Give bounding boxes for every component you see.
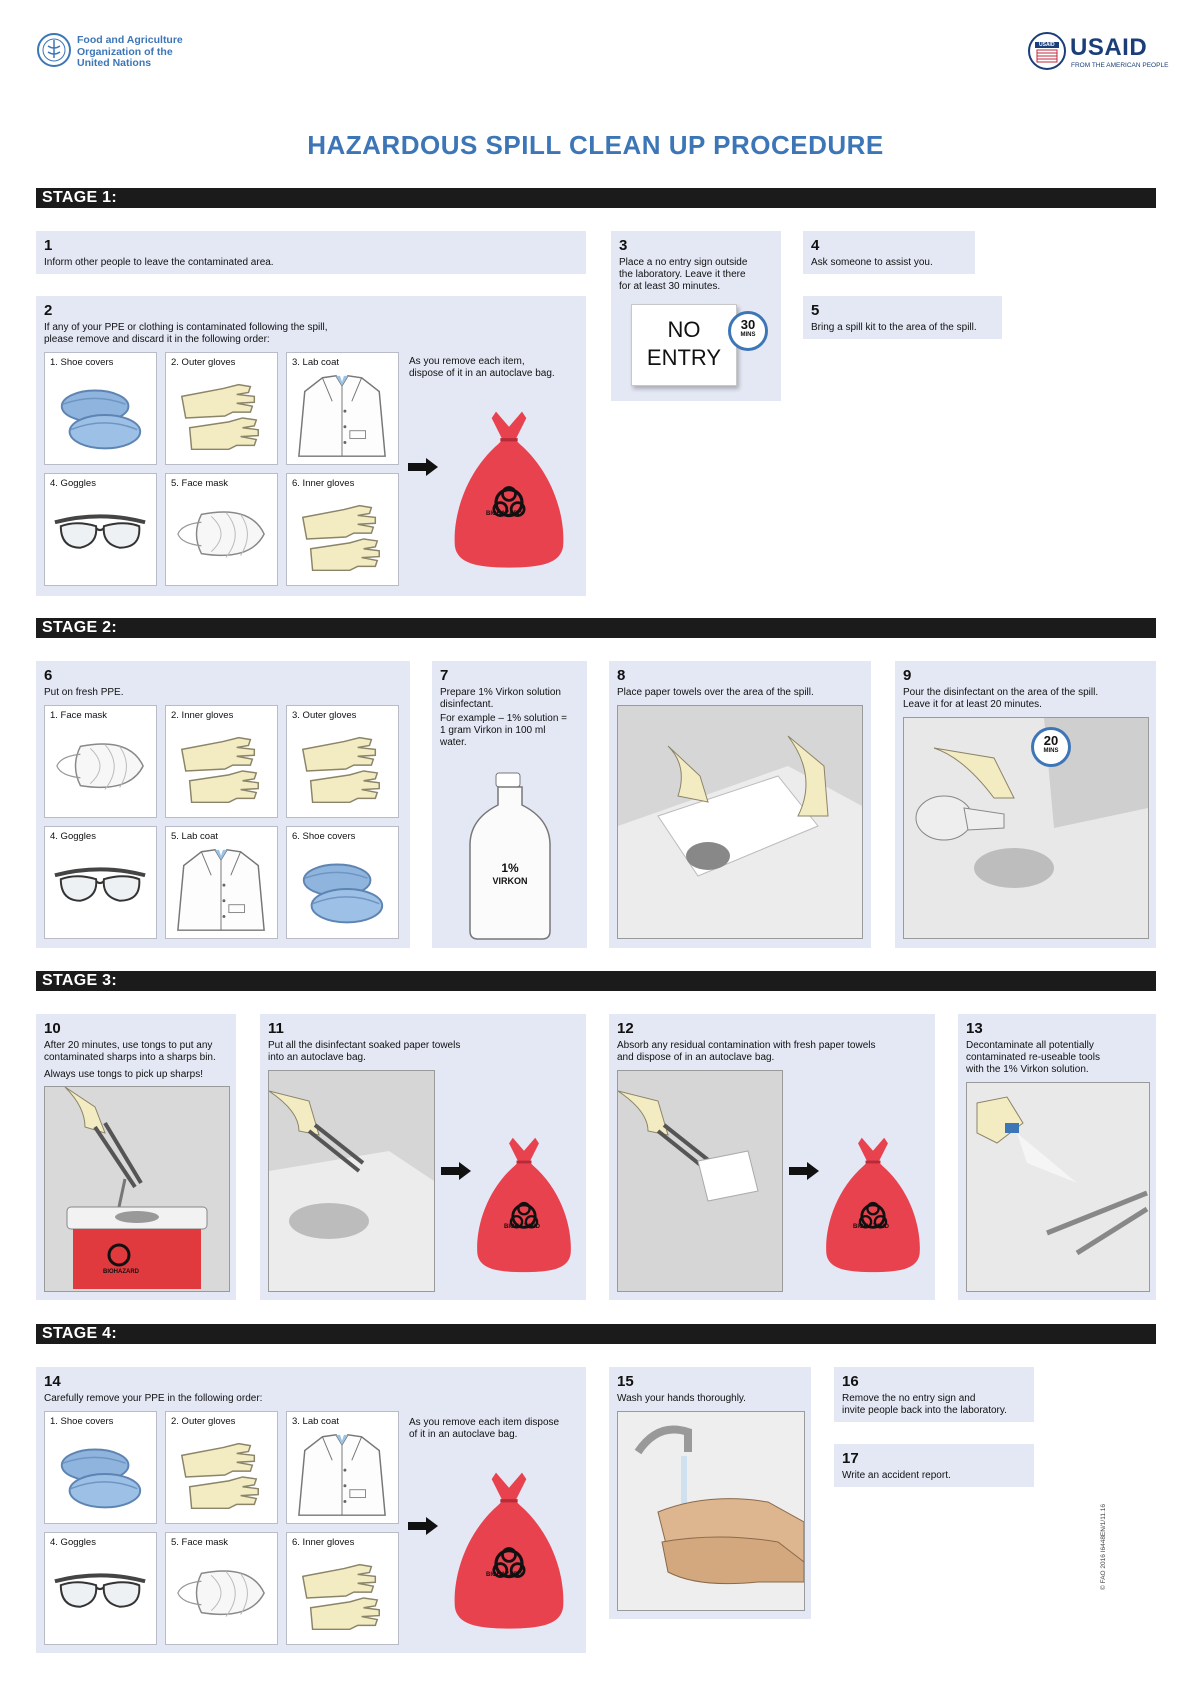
hand-washing-image xyxy=(618,1412,804,1610)
biohazard-bag-icon xyxy=(444,1467,574,1632)
step-number: 7 xyxy=(440,667,449,684)
step-text: If any of your PPE or clothing is contaminated following the spill, please remove and discard it in the following order: xyxy=(44,322,328,345)
ppe-card-label: 5. Lab coat xyxy=(171,831,219,842)
ppe-card-label: 1. Shoe covers xyxy=(50,357,114,368)
usaid-seal xyxy=(1028,32,1066,70)
ppe-card xyxy=(286,1411,399,1524)
ppe-card xyxy=(44,705,157,818)
ppe-card xyxy=(165,473,278,586)
decontaminate-tools-illustration xyxy=(966,1082,1150,1292)
absorb-residue-image xyxy=(618,1071,782,1291)
step-text: Place a no entry sign outside the laboratory. Leave it there for at least 30 minutes. xyxy=(619,257,748,292)
stage-bar-2 xyxy=(36,618,1156,638)
step-3-panel xyxy=(611,231,781,401)
step-9-panel xyxy=(895,661,1156,948)
step-number: 12 xyxy=(617,1020,634,1037)
ppe-card xyxy=(44,1411,157,1524)
paper-towels-illustration xyxy=(617,705,863,939)
step-text: Put on fresh PPE. xyxy=(44,687,124,698)
ppe-card xyxy=(165,1532,278,1645)
step-note: As you remove each item dispose of it in an autoclave bag. xyxy=(409,1417,560,1440)
no-entry-line-2: ENTRY xyxy=(646,345,722,370)
fao-name-line: Food and Agriculture xyxy=(77,34,183,46)
step-text: Remove the no entry sign and invite people back into the laboratory. xyxy=(842,1393,1007,1416)
bag-label: BIOHAZARD xyxy=(486,1572,522,1578)
stage-label: STAGE 3: xyxy=(42,972,118,989)
ppe-card xyxy=(286,473,399,586)
ppe-card-label: 5. Face mask xyxy=(171,478,229,489)
step-8-panel xyxy=(609,661,871,948)
glove-icon xyxy=(293,496,391,578)
biohazard-bag-icon xyxy=(817,1124,929,1284)
step-text: Prepare 1% Virkon solution disinfectant. xyxy=(440,687,561,710)
step-13-panel xyxy=(958,1014,1156,1300)
step-number: 2 xyxy=(44,302,53,319)
goggles-icon xyxy=(51,1563,149,1623)
step-5-panel xyxy=(803,296,1002,339)
step-text: Inform other people to leave the contaminated area. xyxy=(44,257,274,268)
page-title: HAZARDOUS SPILL CLEAN UP PROCEDURE xyxy=(307,130,884,160)
stage-bar-1 xyxy=(36,188,1156,208)
decontaminate-tools-image xyxy=(967,1083,1149,1291)
step-number: 15 xyxy=(617,1373,634,1390)
step-number: 16 xyxy=(842,1373,859,1390)
step-4-panel xyxy=(803,231,975,274)
step-number: 8 xyxy=(617,667,626,684)
step-text: Put all the disinfectant soaked paper towels into an autoclave bag. xyxy=(268,1040,461,1063)
step-text: Ask someone to assist you. xyxy=(811,257,933,268)
no-entry-line-1: NO xyxy=(667,317,701,342)
ppe-card xyxy=(165,1411,278,1524)
fao-name-line: Organization of the xyxy=(77,45,173,58)
ppe-card-label: 3. Outer gloves xyxy=(292,710,357,721)
lab-coat-icon xyxy=(293,1430,391,1520)
ppe-card xyxy=(165,826,278,939)
ppe-card-label: 1. Face mask xyxy=(50,710,108,721)
ppe-card-label: 2. Outer gloves xyxy=(171,357,236,368)
usaid-wordmark: USAID xyxy=(1070,34,1148,61)
glove-icon xyxy=(293,728,391,810)
timer-unit: MINS xyxy=(740,332,756,338)
no-entry-sign xyxy=(631,304,737,386)
step-7-panel xyxy=(432,661,587,948)
ppe-card-label: 1. Shoe covers xyxy=(50,1416,114,1427)
step-number: 9 xyxy=(903,667,912,684)
step-14-panel xyxy=(36,1367,586,1653)
usaid-seal-text: USAID xyxy=(1039,42,1055,48)
sharps-bin-image xyxy=(45,1087,229,1291)
face-mask-icon xyxy=(172,504,270,564)
step-text: After 20 minutes, use tongs to put any contaminated sharps into a sharps bin. xyxy=(44,1040,216,1063)
timer-clock-icon xyxy=(728,311,768,351)
timer-clock-icon xyxy=(1031,727,1071,767)
step-number: 13 xyxy=(966,1020,983,1037)
soaked-towels-image xyxy=(269,1071,434,1291)
glove-icon xyxy=(172,728,270,810)
goggles-icon xyxy=(51,504,149,564)
bottle-label: VIRKON xyxy=(492,876,528,886)
step-16-panel xyxy=(834,1367,1034,1422)
step-text: Place paper towels over the area of the spill. xyxy=(617,687,814,698)
usaid-seal-icon xyxy=(1028,32,1066,70)
bag-label: BIOHAZARD xyxy=(504,1224,540,1230)
virkon-bottle-icon xyxy=(462,771,558,941)
pour-disinfectant-illustration xyxy=(903,717,1149,939)
ppe-card-label: 3. Lab coat xyxy=(292,357,340,368)
absorb-residue-illustration xyxy=(617,1070,783,1292)
step-warning: Always use tongs to pick up sharps! xyxy=(44,1069,203,1080)
stage-label: STAGE 1: xyxy=(42,189,118,206)
step-number: 1 xyxy=(44,237,53,254)
bottle-percent: 1% xyxy=(501,861,519,875)
ppe-card-label: 2. Inner gloves xyxy=(171,710,234,721)
fao-emblem-icon xyxy=(36,32,72,68)
step-number: 5 xyxy=(811,302,820,319)
ppe-card xyxy=(44,826,157,939)
stage-bar-3 xyxy=(36,971,1156,991)
ppe-card-label: 2. Outer gloves xyxy=(171,1416,236,1427)
glove-icon xyxy=(172,375,270,457)
step-note: As you remove each item, dispose of it in an autoclave bag. xyxy=(409,356,555,379)
ppe-card-label: 6. Shoe covers xyxy=(292,831,356,842)
ppe-card xyxy=(286,1532,399,1645)
timer-unit: MINS xyxy=(1043,748,1059,754)
pour-disinfectant-image xyxy=(904,718,1148,938)
step-number: 3 xyxy=(619,237,628,254)
arrow-right-icon xyxy=(408,458,438,476)
step-number: 11 xyxy=(268,1020,284,1037)
ppe-card xyxy=(286,705,399,818)
face-mask-icon xyxy=(172,1563,270,1623)
ppe-card-label: 4. Goggles xyxy=(50,478,96,489)
step-10-panel xyxy=(36,1014,236,1300)
ppe-card xyxy=(286,826,399,939)
step-number: 4 xyxy=(811,237,820,254)
hand-washing-illustration xyxy=(617,1411,805,1611)
usaid-tagline: FROM THE AMERICAN PEOPLE xyxy=(1071,62,1169,69)
ppe-card xyxy=(165,705,278,818)
ppe-card-label: 6. Inner gloves xyxy=(292,478,355,489)
timer-number: 20 xyxy=(1043,733,1059,748)
step-6-panel xyxy=(36,661,410,948)
step-17-panel xyxy=(834,1444,1034,1487)
lab-coat-icon xyxy=(293,371,391,461)
face-mask-icon xyxy=(51,736,149,796)
stage-label: STAGE 2: xyxy=(42,619,118,636)
lab-coat-icon xyxy=(172,845,270,935)
bag-label: BIOHAZARD xyxy=(486,511,522,517)
step-15-panel xyxy=(609,1367,811,1619)
fao-logo xyxy=(36,32,72,68)
ppe-card-label: 4. Goggles xyxy=(50,1537,96,1548)
step-text: Pour the disinfectant on the area of the spill. Leave it for at least 20 minutes. xyxy=(903,687,1099,710)
shoe-cover-icon xyxy=(293,849,391,931)
step-2-panel xyxy=(36,296,586,596)
stage-label: STAGE 4: xyxy=(42,1325,118,1342)
step-text: Wash your hands thoroughly. xyxy=(617,1393,746,1404)
ppe-card xyxy=(44,473,157,586)
stage-bar-4 xyxy=(36,1324,1156,1344)
step-text: Decontaminate all potentially contaminated re-useable tools with the 1% Virkon solution. xyxy=(966,1040,1100,1075)
ppe-card xyxy=(44,1532,157,1645)
step-text: Write an accident report. xyxy=(842,1470,951,1481)
ppe-card-label: 6. Inner gloves xyxy=(292,1537,355,1548)
biohazard-bag-icon xyxy=(444,406,574,571)
paper-towels-image xyxy=(618,706,862,938)
bin-label: BIOHAZARD xyxy=(103,1269,139,1275)
ppe-card-label: 4. Goggles xyxy=(50,831,96,842)
step-11-panel xyxy=(260,1014,586,1300)
step-number: 14 xyxy=(44,1373,61,1390)
sharps-bin-illustration xyxy=(44,1086,230,1292)
ppe-card-label: 5. Face mask xyxy=(171,1537,229,1548)
glove-icon xyxy=(293,1555,391,1637)
step-text: Absorb any residual contamination with fresh paper towels and dispose of in an autoclave bag. xyxy=(617,1040,876,1063)
fao-name xyxy=(77,35,183,70)
step-12-panel xyxy=(609,1014,935,1300)
arrow-right-icon xyxy=(408,1517,438,1535)
step-number: 6 xyxy=(44,667,53,684)
footer-code: © FAO 2016 I6448EN/1/11.16 xyxy=(1100,1504,1107,1590)
ppe-card xyxy=(165,352,278,465)
arrow-right-icon xyxy=(441,1162,471,1180)
step-text: Carefully remove your PPE in the following order: xyxy=(44,1393,263,1404)
shoe-cover-icon xyxy=(51,375,149,457)
shoe-cover-icon xyxy=(51,1434,149,1516)
soaked-towels-illustration xyxy=(268,1070,435,1292)
step-number: 17 xyxy=(842,1450,859,1467)
biohazard-bag-icon xyxy=(468,1124,580,1284)
arrow-right-icon xyxy=(789,1162,819,1180)
ppe-card xyxy=(44,352,157,465)
step-1-panel xyxy=(36,231,586,274)
step-text: Bring a spill kit to the area of the spill. xyxy=(811,322,977,333)
glove-icon xyxy=(172,1434,270,1516)
fao-name-line: United Nations xyxy=(77,57,152,69)
ppe-card xyxy=(286,352,399,465)
goggles-icon xyxy=(51,857,149,917)
ppe-card-label: 3. Lab coat xyxy=(292,1416,340,1427)
bag-label: BIOHAZARD xyxy=(853,1224,889,1230)
step-example: For example – 1% solution = 1 gram Virkon in 100 ml water. xyxy=(440,713,568,748)
step-number: 10 xyxy=(44,1020,61,1037)
timer-number: 30 xyxy=(740,317,756,332)
